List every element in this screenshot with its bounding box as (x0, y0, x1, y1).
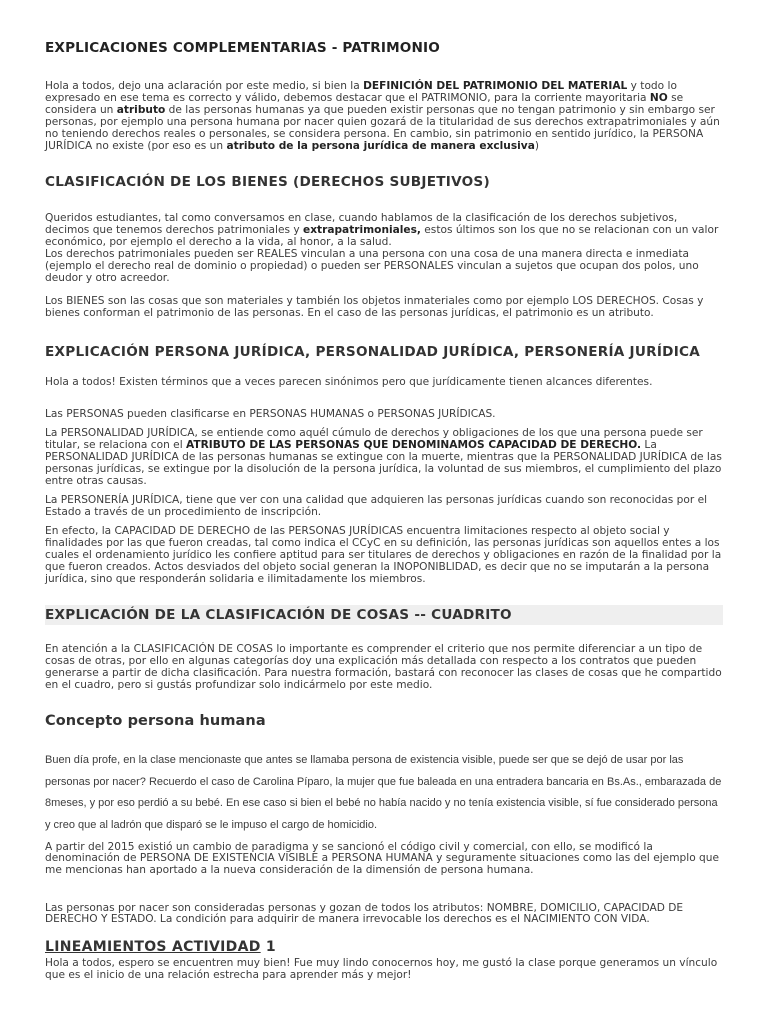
paragraph-respuesta-2: Las personas por nacer son consideradas personas y gozan de todos los atributos: NOMBRE, DOMICILIO, CAPACIDAD DE DERECHO Y ESTADO. La condición para adquirir de manera irrevocable los derechos es el NACIMIENTO CON VIDA. (45, 902, 684, 926)
section-title-cosas: EXPLICACIÓN DE LA CLASIFICACIÓN DE COSAS -- CUADRITO (45, 605, 723, 625)
paragraph-bienes-2: Los BIENES son las cosas que son materiales y también los objetos inmateriales como por ejemplo LOS DERECHOS. Cosas y bienes conforman el patrimonio de las personas. En el caso de las personas jurídicas, el patrimonio es un atributo. (45, 295, 704, 319)
paragraph-pj-3: La PERSONALIDAD JURÍDICA, se entiende como aquél cúmulo de derechos y obligaciones de los que una persona puede ser titular, se relaciona con el ATRIBUTO DE LAS PERSONAS QUE DENOMINAMOS CAPACIDAD DE DERECHO. La PERSONALIDAD JURÍDICA de las personas humanas se extingue con la muerte, mientras que la PERSONALIDAD JURÍDICA de las personas jurídicas, se extingue por la disolución de la persona jurídica, la voluntad de sus miembros, el cumplimiento del plazo entre otras causas. (45, 427, 722, 487)
student-question: Buen día profe, en la clase mencionaste que antes se llamaba persona de existencia visible, puede ser que se dejó de usar por las personas por nacer? Recuerdo el caso de Carolina Píparo, la mujer que fue baleada en una entradera bancaria en Bs.As., embarazada de 8meses, y por eso perdió a su bebé. En ese caso si bien el bebé no había nacido y no tenía existencia visible, sí fue considerado persona y creo que al ladrón que disparó se le impuso el cargo de homicidio. (45, 754, 722, 831)
paragraph-lineamientos: Hola a todos, espero se encuentren muy bien! Fue muy lindo conocernos hoy, me gustó la clase porque generamos un vínculo que es el inicio de una relación estrecha para aprender más y mejor! (45, 957, 718, 981)
paragraph-pj-1: Hola a todos! Existen términos que a veces parecen sinónimos pero que jurídicamente tienen alcances diferentes. (45, 376, 653, 388)
paragraph-pj-4: La PERSONERÍA JURÍDICA, tiene que ver con una calidad que adquieren las personas jurídicas cuando son reconocidas por el Estado a través de un procedimiento de inscripción. (45, 494, 708, 518)
paragraph-respuesta-1: A partir del 2015 existió un cambio de paradigma y se sancionó el código civil y comercial, con ello, se modificó la denominación de PERSONA DE EXISTENCIA VISIBLE a PERSONA HUMANA y seguramente situaciones como las del ejemplo que me mencionas han aportado a la nueva consideración de la dimensión de persona humana. (45, 841, 719, 876)
section-title-persona-humana: Concepto persona humana (45, 713, 266, 729)
paragraph-bienes-1: Queridos estudiantes, tal como conversamos en clase, cuando hablamos de la clasificación de los derechos subjetivos, decimos que tenemos derechos patrimoniales y extrapatrimoniales, estos últimos son los que no se relacionan con un valor económico, por ejemplo el derecho a la vida, al honor, a la salud. Los derechos patrimoniales pueden ser REALES vinculan a una persona con una cosa de una manera directa e inmediata (ejemplo el derecho real de dominio o propiedad) o pueden ser PERSONALES vinculan a sujetos que ocupan dos polos, uno deudor y otro acreedor. (45, 212, 719, 284)
paragraph-pj-2: Las PERSONAS pueden clasificarse en PERSONAS HUMANAS o PERSONAS JURÍDICAS. (45, 408, 496, 420)
section-title-patrimonio: EXPLICACIONES COMPLEMENTARIAS - PATRIMONIO (45, 40, 440, 56)
section-title-bienes: CLASIFICACIÓN DE LOS BIENES (DERECHOS SUBJETIVOS) (45, 174, 490, 190)
paragraph-patrimonio: Hola a todos, dejo una aclaración por este medio, si bien la DEFINICIÓN DEL PATRIMONIO DEL MATERIAL y todo lo expresado en ese tema es correcto y válido, debemos destacar que el PATRIMONIO, para la corriente mayoritaria NO se considera un atributo de las personas humanas ya que pueden existir personas que no tengan patrimonio y sin embargo ser personas, por ejemplo una persona humana por nacer quien gozará de la titularidad de sus derechos extrapatrimoniales y aún no teniendo derechos reales o personales, se considera persona. En cambio, sin patrimonio en sentido jurídico, la PERSONA JURÍDICA no existe (por eso es un atributo de la persona jurídica de manera exclusiva) (45, 80, 720, 152)
paragraph-pj-5: En efecto, la CAPACIDAD DE DERECHO de las PERSONAS JURÍDICAS encuentra limitaciones respecto al objeto social y finalidades por las que fueron creadas, tal como indica el CCyC en su definición, las personas jurídicas son aquellos entes a los cuales el ordenamiento jurídico les confiere aptitud para ser titulares de derechos y obligaciones en razón de la finalidad por la que fueron creados. Actos desviados del objeto social generan la INOPONIBLIDAD, es decir que no se imputarán a la persona jurídica, sino que responderán solidaria e ilimitadamente los miembros. (45, 525, 722, 585)
paragraph-cosas: En atención a la CLASIFICACIÓN DE COSAS lo importante es comprender el criterio que nos permite diferenciar a un tipo de cosas de otras, por ello en algunas categorías doy una explicación más detallada con respecto a los contratos que pueden generarse a partir de dicha clasificación. Para nuestra formación, bastará con reconocer las clases de cosas que he compartido en el cuadro, pero si gustás profundizar solo indicármelo por este medio. (45, 643, 722, 691)
section-title-persona-juridica: EXPLICACIÓN PERSONA JURÍDICA, PERSONALIDAD JURÍDICA, PERSONERÍA JURÍDICA (45, 344, 701, 360)
section-title-lineamientos: LINEAMIENTOS ACTIVIDAD 1 (45, 939, 276, 955)
